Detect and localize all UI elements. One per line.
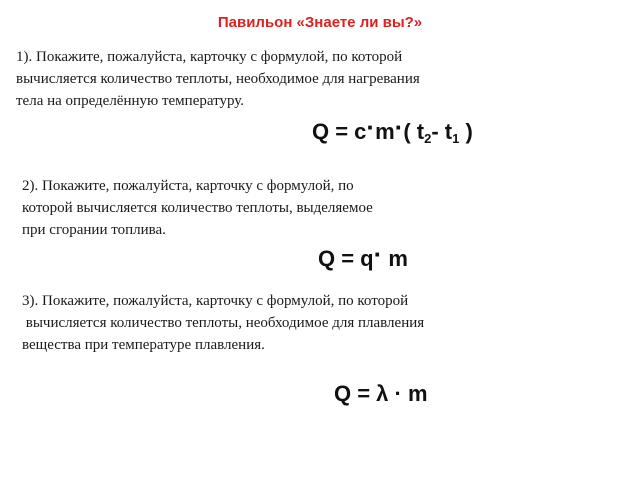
question-1-line-3: тела на определённую температуру. <box>16 93 245 109</box>
formula-1-m: m <box>375 119 395 144</box>
formula-1-minus: - t <box>431 119 453 144</box>
question-3-line-3: вещества при температуре плавления. <box>22 337 265 353</box>
question-3-line-1: 3). Покажите, пожалуйста, карточку с формулой, по которой <box>22 293 409 309</box>
page-title: Павильон «Знаете ли вы?» <box>217 14 423 31</box>
formula-2-rhs: m <box>382 246 408 271</box>
formula-heat-combustion <box>318 239 408 272</box>
formula-heat-heating <box>312 112 473 146</box>
question-3-line-2: вычисляется количество теплоты, необходимое для плавления <box>22 315 425 331</box>
question-1-line-1: 1). Покажите, пожалуйста, карточку с формулой, по которой <box>16 49 403 65</box>
formula-1-lhs: Q = c <box>312 119 367 144</box>
question-1 <box>16 46 420 112</box>
multiply-dot-icon: · <box>373 239 383 269</box>
question-2 <box>22 175 373 241</box>
multiply-dot-icon: · <box>394 112 404 142</box>
multiply-dot-icon: · <box>366 112 376 142</box>
formula-3-text: Q = λ · m <box>334 381 428 406</box>
formula-1-close: ) <box>459 119 473 144</box>
formula-heat-melting <box>334 381 428 407</box>
question-2-line-2: которой вычисляется количество теплоты, выделяемое <box>22 200 373 216</box>
question-1-line-2: вычисляется количество теплоты, необходимое для нагревания <box>16 71 420 87</box>
formula-2-lhs: Q = q <box>318 246 374 271</box>
question-2-line-3: при сгорании топлива. <box>22 222 166 238</box>
question-2-line-1: 2). Покажите, пожалуйста, карточку с формулой, по <box>22 178 354 194</box>
formula-1-open: ( t <box>403 119 425 144</box>
formula-1-sub-2: 2 <box>424 131 432 146</box>
formula-1-sub-1: 1 <box>452 131 460 146</box>
question-3 <box>22 290 424 356</box>
